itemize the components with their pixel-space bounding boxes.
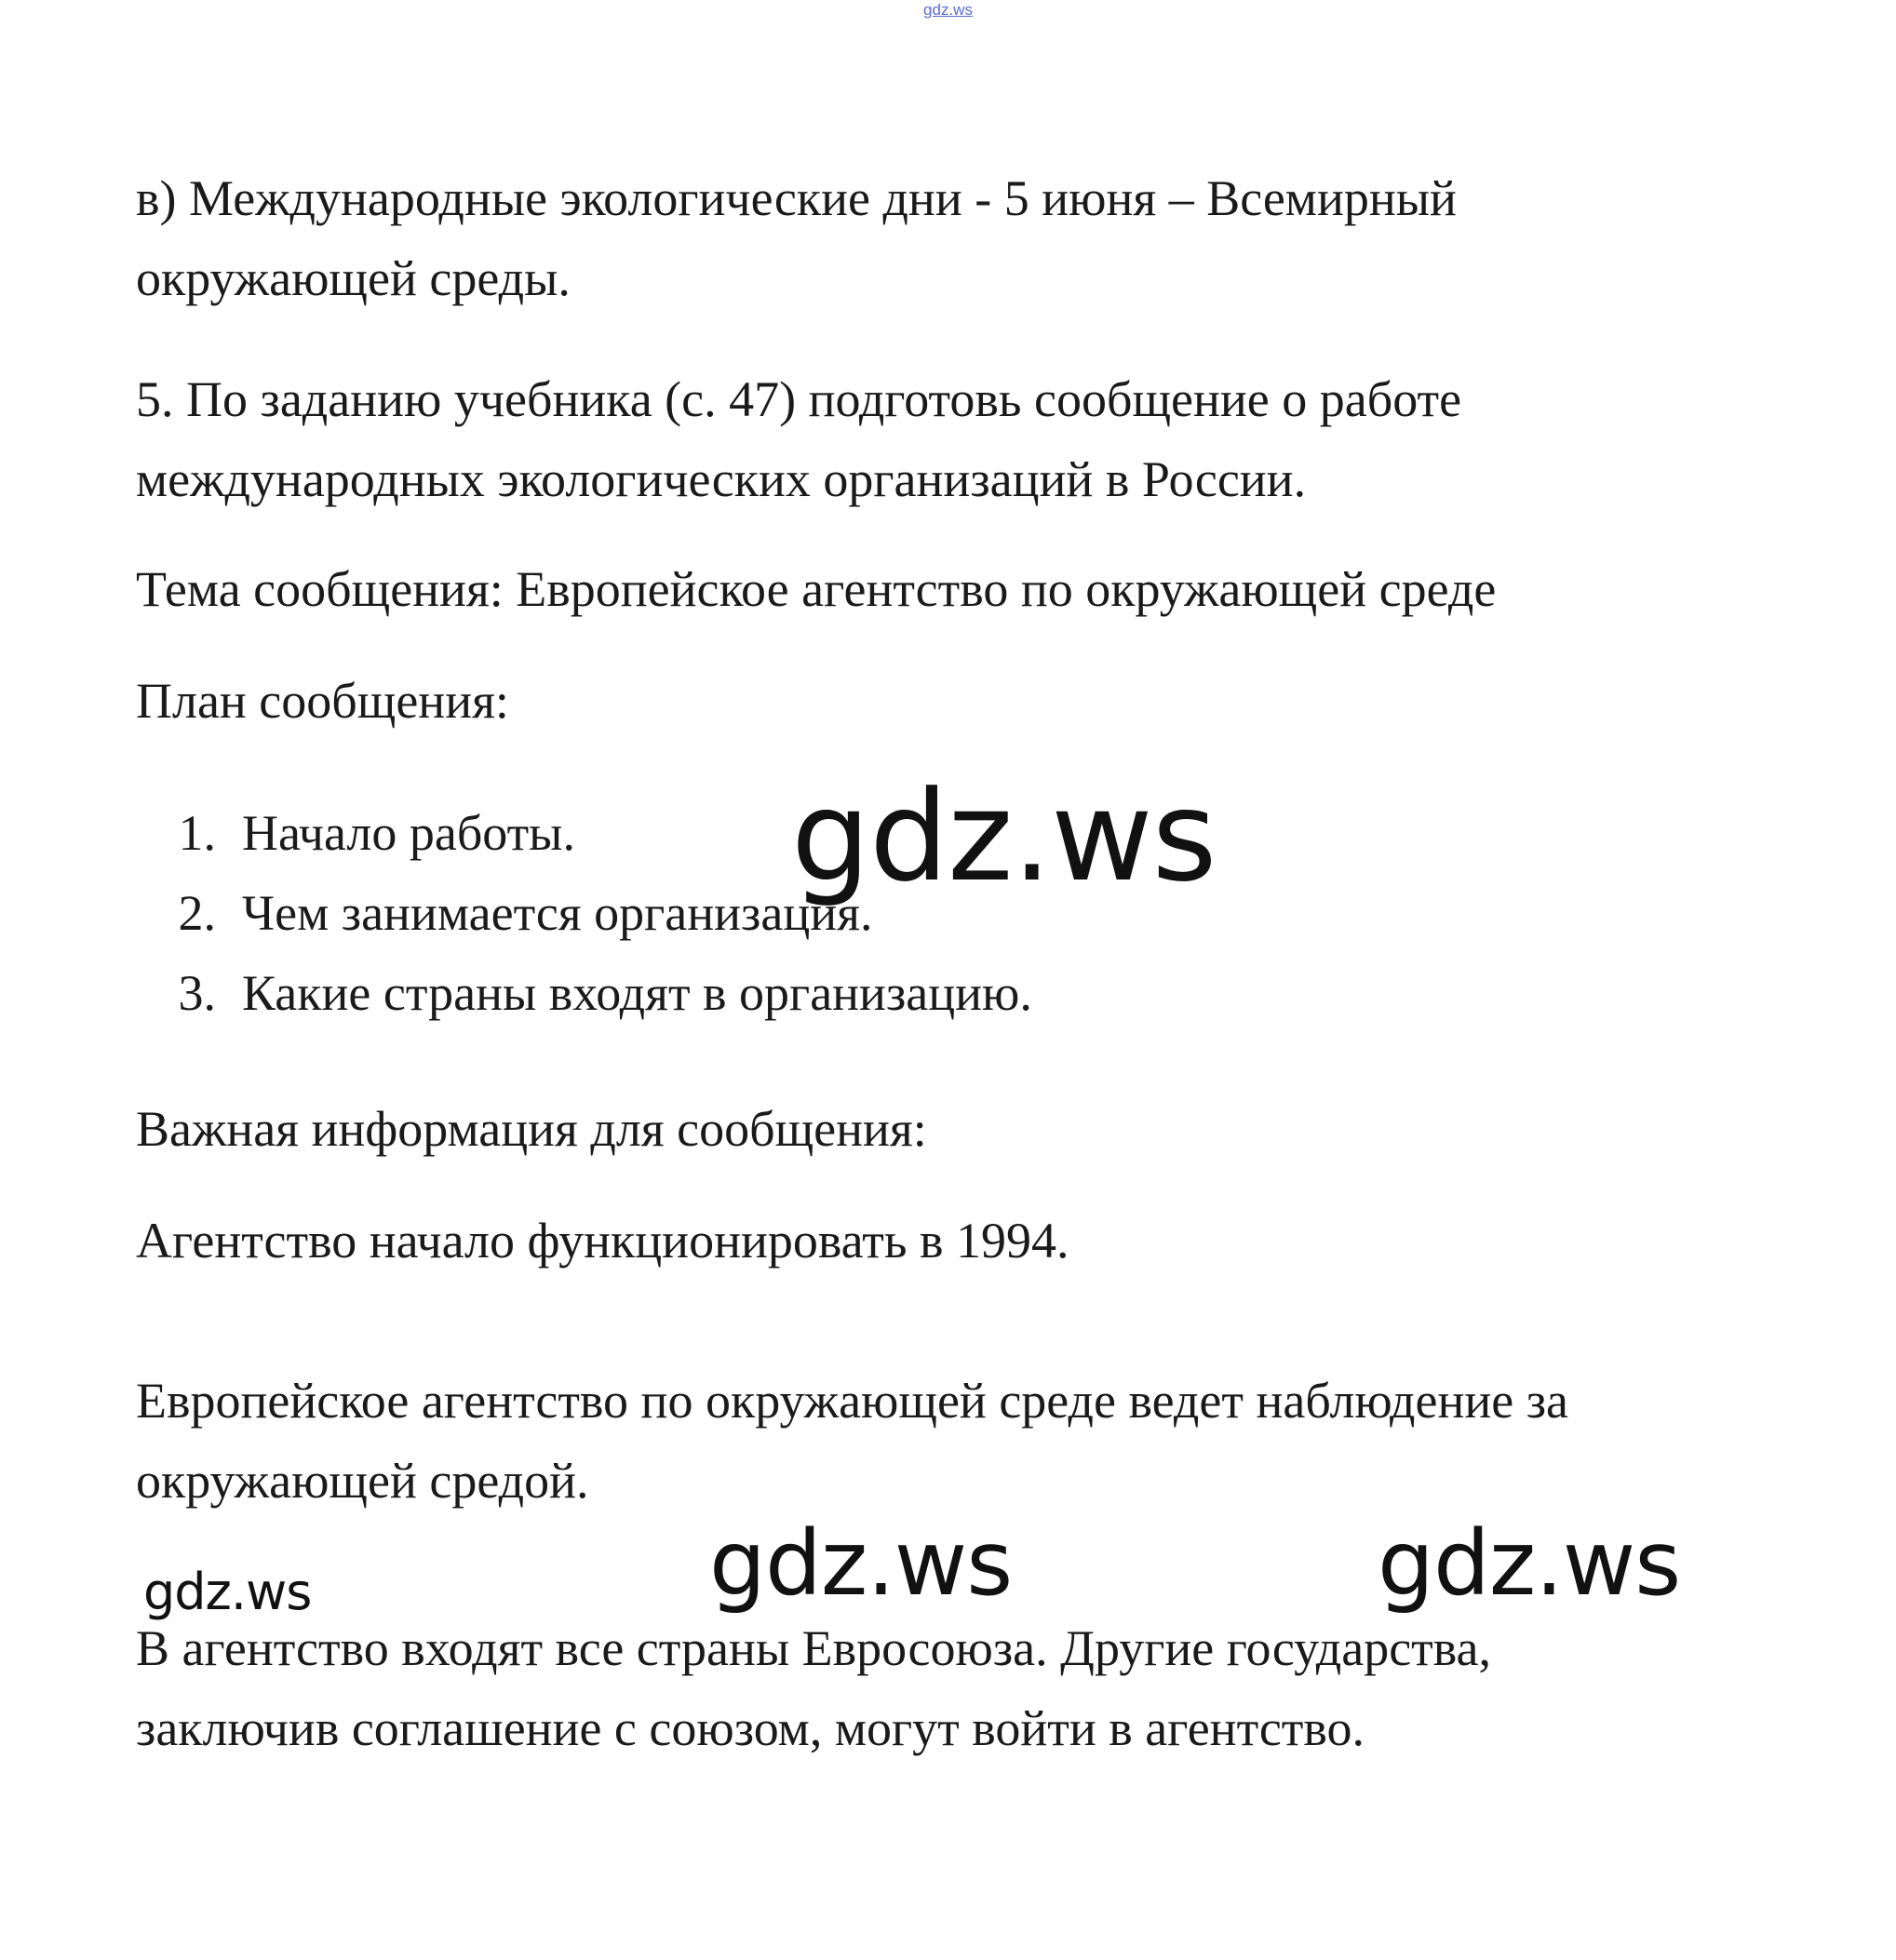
task-5-line2: международных экологических организаций в России. [136,451,1307,507]
plan-item-label: Какие страны входят в организацию. [242,965,1032,1021]
paragraph-eco-days-line1: в) Международные экологические дни - 5 июня – Всемирный [136,170,1457,226]
fact-founded: Агентство начало функционировать в 1994. [136,1213,1069,1269]
fact-monitoring-line2: окружающей средой. [136,1453,589,1509]
plan-item-label: Чем занимается организация. [242,885,873,941]
watermark-small-left: gdz.ws [143,1563,312,1621]
fact-monitoring-line1: Европейское агентство по окружающей среде ведет наблюдение за [136,1373,1569,1429]
plan-heading: План сообщения: [136,673,509,729]
plan-list-item [136,873,872,953]
message-topic: Тема сообщения: Европейское агентство по окружающей среде [136,561,1497,617]
plan-item-number: 2. [178,885,216,941]
watermark-center: gdz.ws [709,1511,1013,1616]
important-info-heading: Важная информация для сообщения: [136,1101,927,1157]
fact-members-line2: заключив соглашение с союзом, могут войти в агентство. [136,1700,1365,1756]
header-watermark-link[interactable]: gdz.ws [923,1,973,19]
plan-item-number: 3. [178,965,216,1021]
watermark-large: gdz.ws [791,764,1217,909]
plan-list-item [136,793,575,873]
paragraph-eco-days-line2: окружающей среды. [136,250,571,306]
watermark-right: gdz.ws [1378,1511,1681,1616]
plan-item-label: Начало работы. [242,805,575,861]
plan-item-number: 1. [178,805,216,861]
plan-list-item [136,953,1032,1033]
fact-members-line1: В агентство входят все страны Евросоюза. Другие государства, [136,1620,1492,1676]
task-5-line1: 5. По заданию учебника (с. 47) подготовь сообщение о работе [136,371,1462,427]
